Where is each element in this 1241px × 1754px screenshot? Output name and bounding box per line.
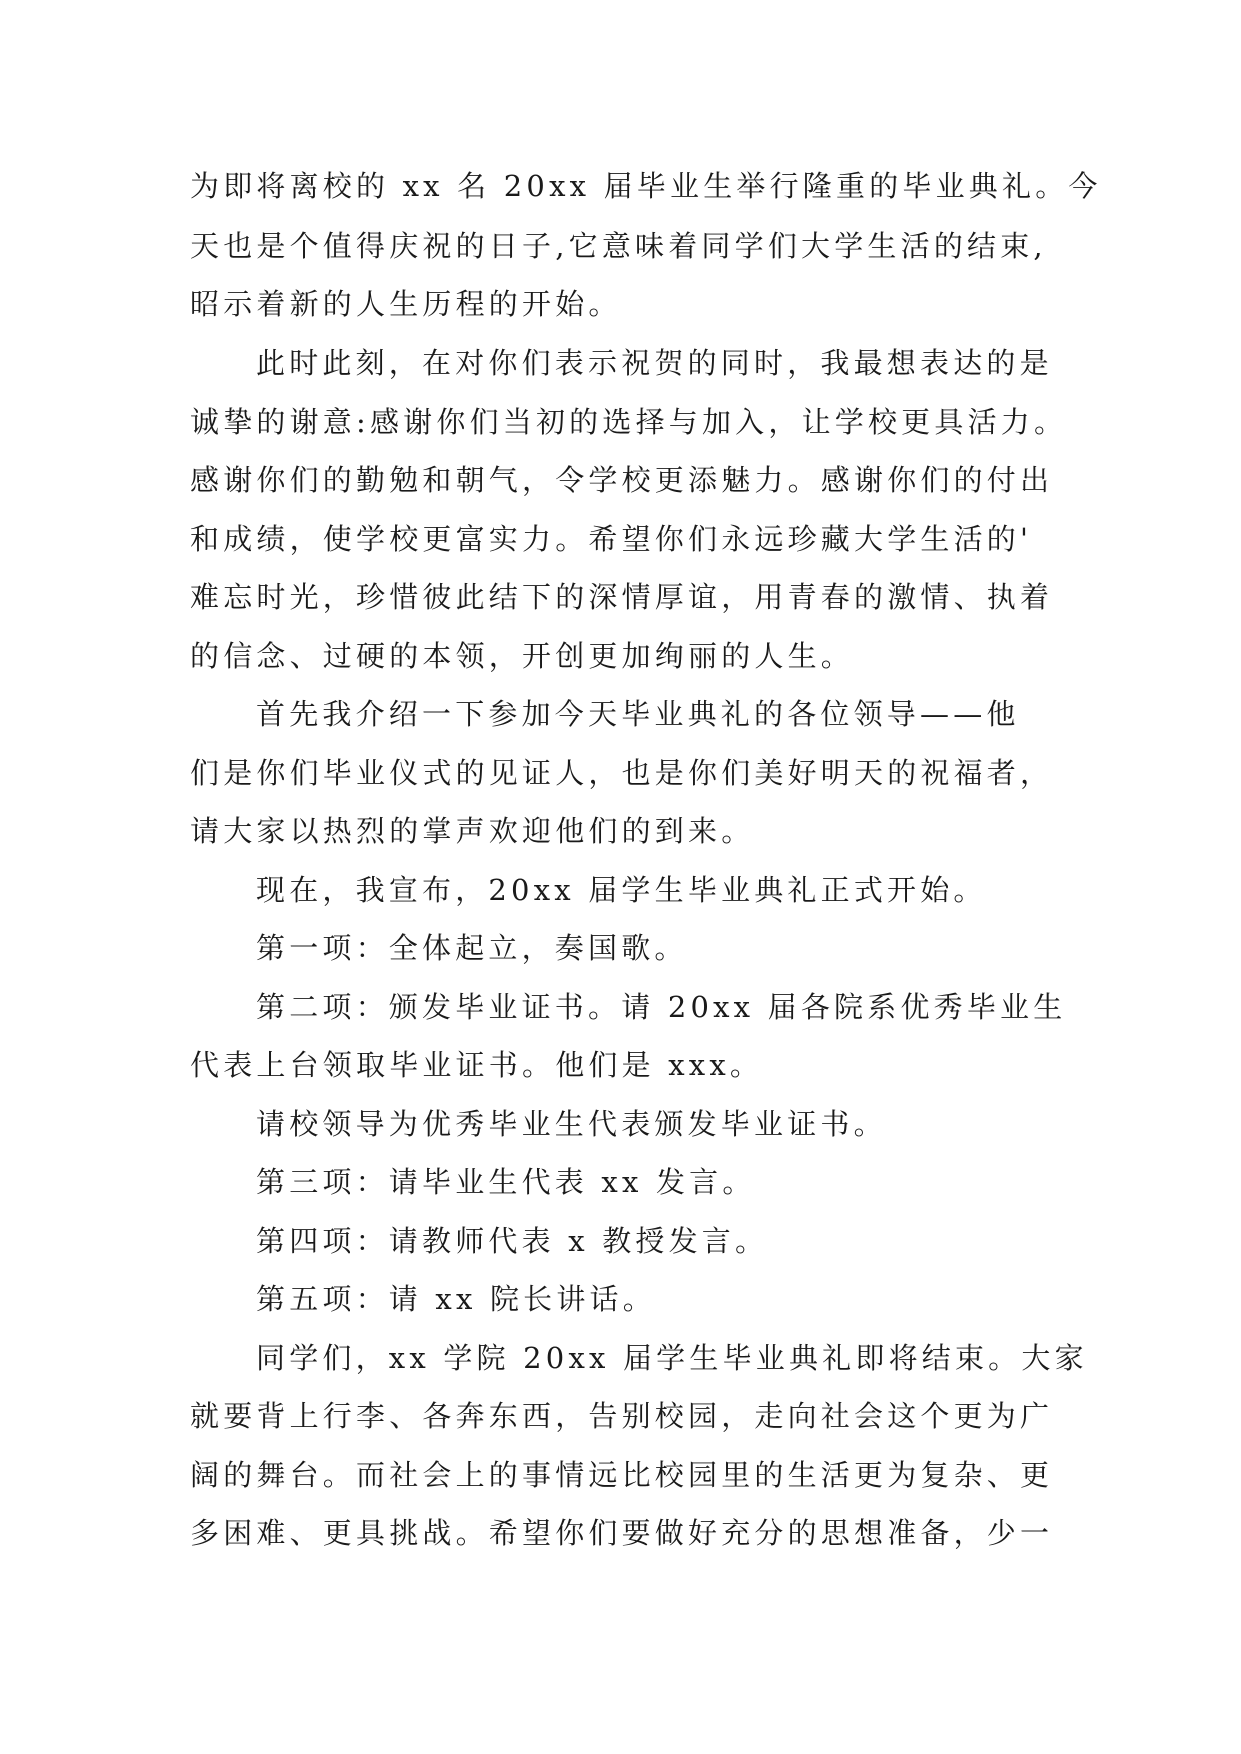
- text-line: 昭示着新的人生历程的开始。: [190, 287, 622, 321]
- text-line: 首先我介绍一下参加今天毕业典礼的各位领导——他: [256, 697, 1020, 731]
- text-line: 请校领导为优秀毕业生代表颁发毕业证书。: [256, 1107, 887, 1141]
- text-line: 阔的舞台。而社会上的事情远比校园里的生活更为复杂、更: [190, 1458, 1054, 1492]
- text-line: 第四项：请教师代表 x 教授发言。: [256, 1224, 769, 1258]
- text-line: 为即将离校的 xx 名 20xx 届毕业生举行隆重的毕业典礼。今: [190, 169, 1102, 203]
- text-line: 此时此刻，在对你们表示祝贺的同时，我最想表达的是: [256, 346, 1053, 380]
- text-line: 第二项：颁发毕业证书。请 20xx 届各院系优秀毕业生: [256, 990, 1067, 1024]
- text-line: 第三项：请毕业生代表 xx 发言。: [256, 1165, 756, 1199]
- text-line: 难忘时光，珍惜彼此结下的深情厚谊，用青春的激情、执着: [190, 580, 1054, 614]
- text-line: 多困难、更具挑战。希望你们要做好充分的思想准备，少一: [190, 1516, 1054, 1550]
- text-line: 们是你们毕业仪式的见证人，也是你们美好明天的祝福者，: [190, 756, 1054, 790]
- text-line: 第五项：请 xx 院长讲话。: [256, 1282, 656, 1316]
- text-line: 同学们，xx 学院 20xx 届学生毕业典礼即将结束。大家: [256, 1341, 1088, 1375]
- text-line: 第一项：全体起立，奏国歌。: [256, 931, 688, 965]
- text-line: 和成绩，使学校更富实力。希望你们永远珍藏大学生活的': [190, 522, 1033, 556]
- text-line: 请大家以热烈的掌声欢迎他们的到来。: [190, 814, 755, 848]
- text-line: 感谢你们的勤勉和朝气，令学校更添魅力。感谢你们的付出: [190, 463, 1054, 497]
- text-line: 的信念、过硬的本领，开创更加绚丽的人生。: [190, 639, 855, 673]
- text-line: 天也是个值得庆祝的日子,它意味着同学们大学生活的结束,: [190, 229, 1047, 263]
- text-line: 现在，我宣布，20xx 届学生毕业典礼正式开始。: [256, 873, 987, 907]
- text-line: 就要背上行李、各奔东西，告别校园，走向社会这个更为广: [190, 1399, 1054, 1433]
- text-line: 代表上台领取毕业证书。他们是 xxx。: [190, 1048, 764, 1082]
- text-line: 诚挚的谢意:感谢你们当初的选择与加入，让学校更具活力。: [190, 405, 1068, 439]
